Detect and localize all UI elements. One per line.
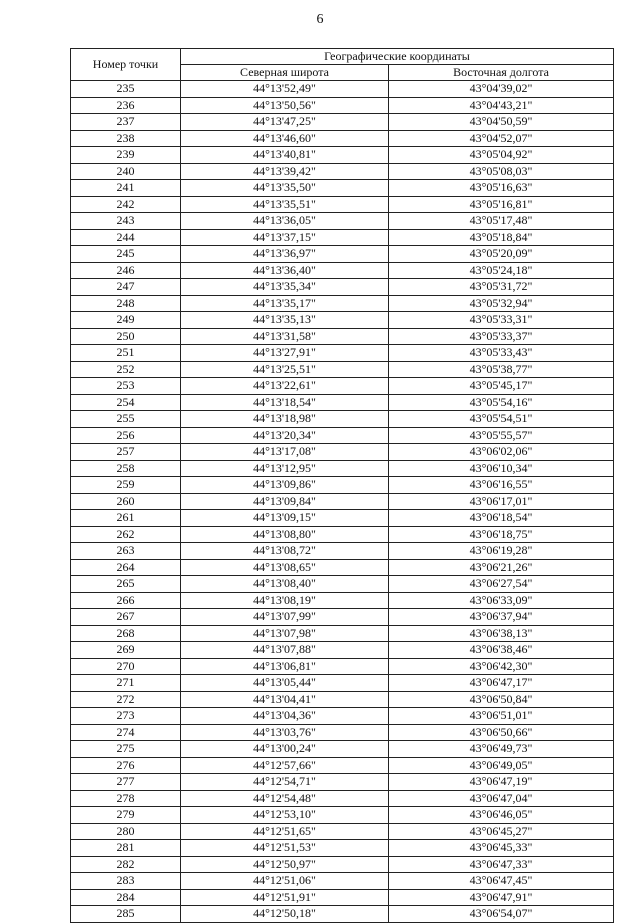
table-row — [71, 345, 614, 362]
point-number-cell: 242 — [71, 196, 181, 213]
longitude-cell: 43°06'02,06" — [389, 444, 614, 461]
point-number-cell: 284 — [71, 889, 181, 906]
longitude-cell: 43°06'37,94" — [389, 609, 614, 626]
point-number-cell: 258 — [71, 460, 181, 477]
point-number-cell: 241 — [71, 180, 181, 197]
header-point-number: Номер точки — [71, 49, 181, 81]
longitude-cell: 43°05'54,16" — [389, 394, 614, 411]
point-number-cell: 237 — [71, 114, 181, 131]
longitude-cell: 43°04'39,02" — [389, 81, 614, 98]
longitude-cell: 43°05'18,84" — [389, 229, 614, 246]
table-row — [71, 774, 614, 791]
point-number-cell: 267 — [71, 609, 181, 626]
point-number-cell: 264 — [71, 559, 181, 576]
longitude-cell: 43°05'16,63" — [389, 180, 614, 197]
point-number-cell: 261 — [71, 510, 181, 527]
latitude-cell: 44°13'07,99" — [181, 609, 389, 626]
table-row — [71, 394, 614, 411]
longitude-cell: 43°05'33,43" — [389, 345, 614, 362]
table-row — [71, 741, 614, 758]
longitude-cell: 43°04'43,21" — [389, 97, 614, 114]
latitude-cell: 44°13'47,25" — [181, 114, 389, 131]
longitude-cell: 43°06'47,91" — [389, 889, 614, 906]
longitude-cell: 43°06'18,75" — [389, 526, 614, 543]
point-number-cell: 244 — [71, 229, 181, 246]
latitude-cell: 44°12'51,65" — [181, 823, 389, 840]
point-number-cell: 260 — [71, 493, 181, 510]
point-number-cell: 277 — [71, 774, 181, 791]
point-number-cell: 275 — [71, 741, 181, 758]
point-number-cell: 281 — [71, 840, 181, 857]
point-number-cell: 273 — [71, 708, 181, 725]
point-number-cell: 268 — [71, 625, 181, 642]
table-row — [71, 840, 614, 857]
table-row — [71, 510, 614, 527]
latitude-cell: 44°12'51,06" — [181, 873, 389, 890]
longitude-cell: 43°06'18,54" — [389, 510, 614, 527]
latitude-cell: 44°13'07,98" — [181, 625, 389, 642]
longitude-cell: 43°06'47,33" — [389, 856, 614, 873]
table-row — [71, 444, 614, 461]
longitude-cell: 43°06'49,73" — [389, 741, 614, 758]
longitude-cell: 43°06'50,66" — [389, 724, 614, 741]
header-longitude: Восточная долгота — [389, 65, 614, 81]
latitude-cell: 44°12'53,10" — [181, 807, 389, 824]
longitude-cell: 43°05'45,17" — [389, 378, 614, 395]
latitude-cell: 44°12'51,91" — [181, 889, 389, 906]
table-row — [71, 196, 614, 213]
longitude-cell: 43°05'32,94" — [389, 295, 614, 312]
latitude-cell: 44°13'09,84" — [181, 493, 389, 510]
point-number-cell: 246 — [71, 262, 181, 279]
latitude-cell: 44°13'36,05" — [181, 213, 389, 230]
table-row — [71, 328, 614, 345]
longitude-cell: 43°06'47,45" — [389, 873, 614, 890]
latitude-cell: 44°13'07,88" — [181, 642, 389, 659]
longitude-cell: 43°06'16,55" — [389, 477, 614, 494]
latitude-cell: 44°13'35,34" — [181, 279, 389, 296]
longitude-cell: 43°04'52,07" — [389, 130, 614, 147]
table-row — [71, 559, 614, 576]
latitude-cell: 44°13'50,56" — [181, 97, 389, 114]
latitude-cell: 44°13'08,19" — [181, 592, 389, 609]
latitude-cell: 44°13'25,51" — [181, 361, 389, 378]
latitude-cell: 44°13'08,40" — [181, 576, 389, 593]
table-row — [71, 675, 614, 692]
latitude-cell: 44°12'50,18" — [181, 906, 389, 923]
point-number-cell: 252 — [71, 361, 181, 378]
latitude-cell: 44°13'17,08" — [181, 444, 389, 461]
point-number-cell: 245 — [71, 246, 181, 263]
table-row — [71, 807, 614, 824]
point-number-cell: 265 — [71, 576, 181, 593]
point-number-cell: 247 — [71, 279, 181, 296]
table-row — [71, 691, 614, 708]
point-number-cell: 251 — [71, 345, 181, 362]
longitude-cell: 43°06'21,26" — [389, 559, 614, 576]
table-row — [71, 543, 614, 560]
latitude-cell: 44°13'40,81" — [181, 147, 389, 164]
table-row — [71, 246, 614, 263]
point-number-cell: 239 — [71, 147, 181, 164]
table-row — [71, 625, 614, 642]
latitude-cell: 44°13'27,91" — [181, 345, 389, 362]
longitude-cell: 43°06'47,19" — [389, 774, 614, 791]
latitude-cell: 44°13'06,81" — [181, 658, 389, 675]
latitude-cell: 44°13'36,40" — [181, 262, 389, 279]
table-row — [71, 460, 614, 477]
latitude-cell: 44°13'18,98" — [181, 411, 389, 428]
longitude-cell: 43°05'04,92" — [389, 147, 614, 164]
latitude-cell: 44°13'05,44" — [181, 675, 389, 692]
longitude-cell: 43°05'16,81" — [389, 196, 614, 213]
table-row — [71, 873, 614, 890]
table-row — [71, 658, 614, 675]
latitude-cell: 44°13'09,15" — [181, 510, 389, 527]
point-number-cell: 238 — [71, 130, 181, 147]
table-row — [71, 724, 614, 741]
longitude-cell: 43°06'45,33" — [389, 840, 614, 857]
page-number: 6 — [316, 12, 324, 27]
longitude-cell: 43°05'54,51" — [389, 411, 614, 428]
longitude-cell: 43°05'08,03" — [389, 163, 614, 180]
table-row — [71, 262, 614, 279]
point-number-cell: 253 — [71, 378, 181, 395]
point-number-cell: 240 — [71, 163, 181, 180]
table-row — [71, 81, 614, 98]
table-row — [71, 180, 614, 197]
point-number-cell: 259 — [71, 477, 181, 494]
point-number-cell: 274 — [71, 724, 181, 741]
point-number-cell: 254 — [71, 394, 181, 411]
point-number-cell: 283 — [71, 873, 181, 890]
table-row — [71, 576, 614, 593]
latitude-cell: 44°13'04,41" — [181, 691, 389, 708]
table-body — [71, 81, 614, 923]
table-row — [71, 411, 614, 428]
latitude-cell: 44°13'18,54" — [181, 394, 389, 411]
longitude-cell: 43°05'17,48" — [389, 213, 614, 230]
latitude-cell: 44°13'00,24" — [181, 741, 389, 758]
longitude-cell: 43°06'17,01" — [389, 493, 614, 510]
table-row — [71, 889, 614, 906]
longitude-cell: 43°05'24,18" — [389, 262, 614, 279]
longitude-cell: 43°06'38,13" — [389, 625, 614, 642]
latitude-cell: 44°12'54,71" — [181, 774, 389, 791]
longitude-cell: 43°06'51,01" — [389, 708, 614, 725]
longitude-cell: 43°06'46,05" — [389, 807, 614, 824]
latitude-cell: 44°13'08,65" — [181, 559, 389, 576]
latitude-cell: 44°13'08,72" — [181, 543, 389, 560]
longitude-cell: 43°06'47,17" — [389, 675, 614, 692]
point-number-cell: 280 — [71, 823, 181, 840]
table-row — [71, 427, 614, 444]
table-row — [71, 361, 614, 378]
longitude-cell: 43°05'38,77" — [389, 361, 614, 378]
longitude-cell: 43°06'42,30" — [389, 658, 614, 675]
table-header — [71, 49, 614, 81]
table-row — [71, 229, 614, 246]
latitude-cell: 44°13'35,13" — [181, 312, 389, 329]
coordinates-table — [70, 48, 614, 923]
latitude-cell: 44°12'54,48" — [181, 790, 389, 807]
longitude-cell: 43°05'33,31" — [389, 312, 614, 329]
longitude-cell: 43°05'33,37" — [389, 328, 614, 345]
point-number-cell: 276 — [71, 757, 181, 774]
table-row — [71, 642, 614, 659]
point-number-cell: 266 — [71, 592, 181, 609]
longitude-cell: 43°05'20,09" — [389, 246, 614, 263]
table-row — [71, 279, 614, 296]
point-number-cell: 285 — [71, 906, 181, 923]
point-number-cell: 279 — [71, 807, 181, 824]
latitude-cell: 44°13'09,86" — [181, 477, 389, 494]
table-row — [71, 757, 614, 774]
latitude-cell: 44°13'35,50" — [181, 180, 389, 197]
point-number-cell: 236 — [71, 97, 181, 114]
point-number-cell: 248 — [71, 295, 181, 312]
table-row — [71, 477, 614, 494]
point-number-cell: 271 — [71, 675, 181, 692]
latitude-cell: 44°13'35,17" — [181, 295, 389, 312]
header-geo-coordinates: Географические координаты — [181, 49, 614, 65]
table-row — [71, 312, 614, 329]
table-row — [71, 609, 614, 626]
point-number-cell: 278 — [71, 790, 181, 807]
table-row — [71, 493, 614, 510]
table-row — [71, 823, 614, 840]
point-number-cell: 270 — [71, 658, 181, 675]
table-row — [71, 708, 614, 725]
longitude-cell: 43°06'27,54" — [389, 576, 614, 593]
point-number-cell: 256 — [71, 427, 181, 444]
point-number-cell: 255 — [71, 411, 181, 428]
longitude-cell: 43°06'54,07" — [389, 906, 614, 923]
longitude-cell: 43°05'31,72" — [389, 279, 614, 296]
latitude-cell: 44°13'37,15" — [181, 229, 389, 246]
latitude-cell: 44°13'46,60" — [181, 130, 389, 147]
longitude-cell: 43°05'55,57" — [389, 427, 614, 444]
latitude-cell: 44°13'12,95" — [181, 460, 389, 477]
table-row — [71, 295, 614, 312]
latitude-cell: 44°13'20,34" — [181, 427, 389, 444]
longitude-cell: 43°06'50,84" — [389, 691, 614, 708]
table-row — [71, 790, 614, 807]
point-number-cell: 272 — [71, 691, 181, 708]
latitude-cell: 44°13'39,42" — [181, 163, 389, 180]
table-row — [71, 526, 614, 543]
table-row — [71, 906, 614, 923]
point-number-cell: 269 — [71, 642, 181, 659]
point-number-cell: 282 — [71, 856, 181, 873]
table-row — [71, 97, 614, 114]
point-number-cell: 263 — [71, 543, 181, 560]
longitude-cell: 43°06'33,09" — [389, 592, 614, 609]
point-number-cell: 235 — [71, 81, 181, 98]
point-number-cell: 262 — [71, 526, 181, 543]
latitude-cell: 44°12'57,66" — [181, 757, 389, 774]
longitude-cell: 43°06'49,05" — [389, 757, 614, 774]
point-number-cell: 250 — [71, 328, 181, 345]
header-latitude: Северная широта — [181, 65, 389, 81]
longitude-cell: 43°06'45,27" — [389, 823, 614, 840]
longitude-cell: 43°06'47,04" — [389, 790, 614, 807]
table-row — [71, 163, 614, 180]
table-row — [71, 147, 614, 164]
table-row — [71, 130, 614, 147]
latitude-cell: 44°13'22,61" — [181, 378, 389, 395]
latitude-cell: 44°13'31,58" — [181, 328, 389, 345]
point-number-cell: 257 — [71, 444, 181, 461]
latitude-cell: 44°13'36,97" — [181, 246, 389, 263]
longitude-cell: 43°06'10,34" — [389, 460, 614, 477]
latitude-cell: 44°12'51,53" — [181, 840, 389, 857]
longitude-cell: 43°04'50,59" — [389, 114, 614, 131]
latitude-cell: 44°13'52,49" — [181, 81, 389, 98]
latitude-cell: 44°13'04,36" — [181, 708, 389, 725]
table-row — [71, 592, 614, 609]
table-row — [71, 213, 614, 230]
point-number-cell: 249 — [71, 312, 181, 329]
table-row — [71, 114, 614, 131]
latitude-cell: 44°13'35,51" — [181, 196, 389, 213]
latitude-cell: 44°13'08,80" — [181, 526, 389, 543]
table-row — [71, 378, 614, 395]
longitude-cell: 43°06'19,28" — [389, 543, 614, 560]
longitude-cell: 43°06'38,46" — [389, 642, 614, 659]
latitude-cell: 44°12'50,97" — [181, 856, 389, 873]
latitude-cell: 44°13'03,76" — [181, 724, 389, 741]
table-row — [71, 856, 614, 873]
point-number-cell: 243 — [71, 213, 181, 230]
